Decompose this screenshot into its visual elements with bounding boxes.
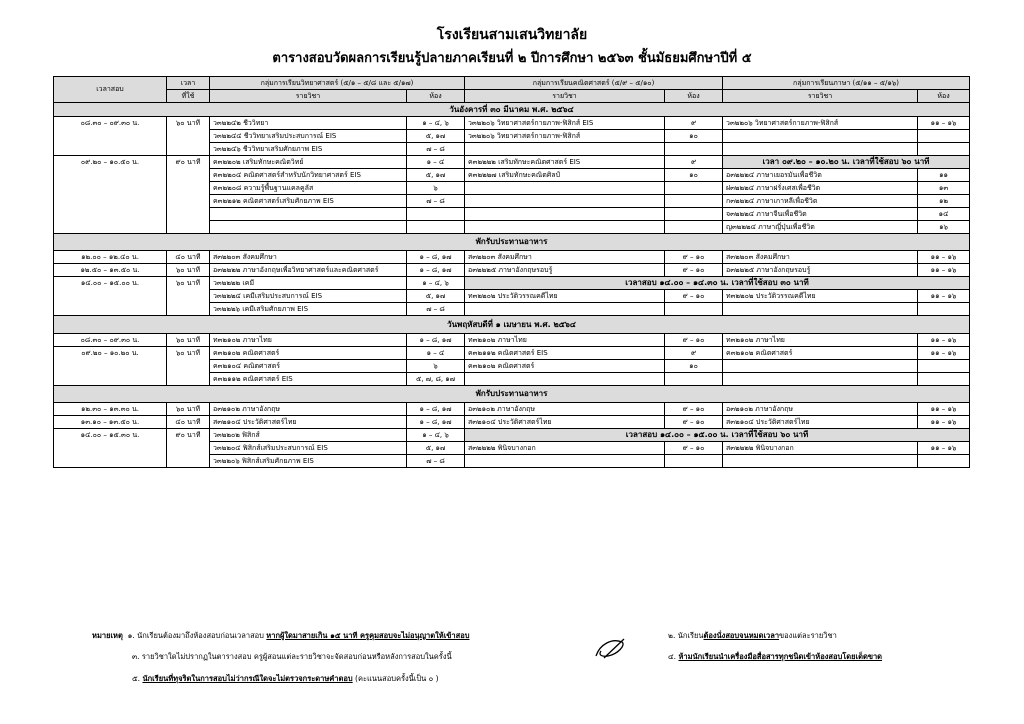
room: ๑๑ – ๑๖ bbox=[918, 251, 970, 264]
subject: ค๓๒๑๐๔ คณิตศาสตร์ bbox=[210, 360, 407, 373]
exam-duration: ๖๐ นาที bbox=[167, 264, 210, 277]
subject: ค๓๒๑๐๒ คณิตศาสตร์ bbox=[465, 360, 665, 373]
time-note: เวลา ๐๙.๒๐ – ๑๐.๒๐ น. เวลาที่ใช้สอบ ๖๐ นาที bbox=[723, 156, 970, 169]
room: ๑๑ – ๑๖ bbox=[918, 117, 970, 130]
room: ๙ – ๑๐ bbox=[665, 416, 723, 429]
subject: ว๓๒๒๒๖ เคมีเสริมศักยภาพ EIS bbox=[210, 303, 407, 316]
subject: ท๓๒๒๐๒ ประวัติวรรณคดีไทย bbox=[465, 290, 665, 303]
subject: ก๓๒๒๒๔ ภาษาเกาหลีเพื่อชีวิต bbox=[723, 195, 918, 208]
room: ๗ – ๘ bbox=[407, 303, 465, 316]
exam-time: ๑๒.๐๐ – ๑๒.๔๐ น. bbox=[54, 251, 167, 264]
room: ๑๑ – ๑๖ bbox=[918, 347, 970, 360]
subject: ค๓๒๒๐๔ คณิตศาสตร์สำหรับนักวิทยาศาสตร์ EIS bbox=[210, 169, 407, 182]
exam-time: ๑๔.๐๐ – ๑๕.๐๐ น. bbox=[54, 277, 167, 316]
subject: ส๓๒๒๐๓ สังคมศึกษา bbox=[465, 251, 665, 264]
subject: ว๓๒๒๐๒ ฟิสิกส์ bbox=[210, 429, 407, 442]
room: ๕, ๑๗ bbox=[407, 169, 465, 182]
room: ๙ bbox=[665, 117, 723, 130]
exam-time: ๐๘.๓๐ – ๐๙.๓๐ น. bbox=[54, 334, 167, 347]
room: ๗ – ๘ bbox=[407, 143, 465, 156]
room: ๑๐ bbox=[665, 360, 723, 373]
subject: ค๓๒๑๐๒ คณิตศาสตร์ bbox=[723, 347, 918, 360]
subject: ค๓๒๒๐๒ เสริมทักษะคณิตวิทย์ bbox=[210, 156, 407, 169]
room: ๙ – ๑๐ bbox=[665, 290, 723, 303]
exam-time: ๑๓.๑๐ – ๑๓.๕๐ น. bbox=[54, 416, 167, 429]
room: ๑๐ bbox=[665, 169, 723, 182]
note-1-emphasis: หากผู้ใดมาสายเกิน ๑๕ นาที ครูคุมสอบจะไม่อนุญาตให้เข้าสอบ bbox=[266, 631, 470, 640]
note-1 bbox=[92, 630, 470, 642]
subject: อ๓๒๑๐๒ ภาษาอังกฤษ bbox=[210, 403, 407, 416]
subject: อ๓๒๑๐๒ ภาษาอังกฤษ bbox=[465, 403, 665, 416]
header-group-lang: กลุ่มการเรียนภาษา (๕/๑๑ – ๕/๑๖) bbox=[723, 77, 970, 90]
header-room: ห้อง bbox=[665, 90, 723, 103]
subject: ค๓๒๒๒๗ เสริมทักษะคณิตศิลป์ bbox=[465, 169, 665, 182]
exam-time: ๐๙.๒๐ – ๑๐.๒๐ น. bbox=[54, 347, 167, 386]
room: ๑๑ – ๑๖ bbox=[918, 416, 970, 429]
subject: ส๓๒๑๐๔ ประวัติศาสตร์ไทย bbox=[210, 416, 407, 429]
exam-time: ๑๔.๐๐ – ๑๕.๓๐ น. bbox=[54, 429, 167, 468]
subject: ส๓๒๑๐๔ ประวัติศาสตร์ไทย bbox=[723, 416, 918, 429]
exam-duration: ๖๐ นาที bbox=[167, 117, 210, 156]
subject: ว๓๒๒๔๒ ชีววิทยา bbox=[210, 117, 407, 130]
subject: ว๓๒๒๐๖ วิทยาศาสตร์กายภาพ-ฟิสิกส์ EIS bbox=[465, 117, 665, 130]
room: ๖ bbox=[407, 360, 465, 373]
page-title: โรงเรียนสามเสนวิทยาลัย bbox=[436, 27, 588, 43]
room: ๑๖ bbox=[918, 221, 970, 234]
room: ๕, ๑๗ bbox=[407, 130, 465, 143]
room: ๑ – ๔, ๖ bbox=[407, 429, 465, 442]
note-2-text-end: ของแต่ละรายวิชา bbox=[779, 631, 837, 640]
subject: อ๓๒๒๒๕ ภาษาอังกฤษรอบรู้ bbox=[723, 264, 918, 277]
subject: ค๓๒๒๑๒ คณิตศาสตร์เสริมศักยภาพ EIS bbox=[210, 195, 407, 208]
subject: ว๓๒๒๐๔ ฟิสิกส์เสริมประสบการณ์ EIS bbox=[210, 442, 407, 455]
note-5-text-end: (คะแนนสอบครั้งนี้เป็น ๐ ) bbox=[352, 674, 439, 683]
subject: ค๓๒๒๐๘ ความรู้พื้นฐานแคลคูลัส bbox=[210, 182, 407, 195]
note-2-text: ๒. นักเรียน bbox=[668, 631, 704, 640]
room: ๑๑ – ๑๖ bbox=[918, 290, 970, 303]
subject: ท๓๒๑๐๒ ภาษาไทย bbox=[465, 334, 665, 347]
room: ๑ – ๔, ๖ bbox=[407, 277, 465, 290]
lunch-break: พักรับประทานอาหาร bbox=[54, 386, 970, 403]
subject: ฝ๓๒๒๒๔ ภาษาฝรั่งเศสเพื่อชีวิต bbox=[723, 182, 918, 195]
header-subject: รายวิชา bbox=[723, 90, 918, 103]
subject: ส๓๒๒๐๓ สังคมศึกษา bbox=[723, 251, 918, 264]
page-subtitle: ตารางสอบวัดผลการเรียนรู้ปลายภาคเรียนที่ ๒ ปีการศึกษา ๒๕๖๓ ชั้นมัธยมศึกษาปีที่ ๕ bbox=[272, 51, 752, 66]
subject: ว๓๒๒๔๔ ชีววิทยาเสริมประสบการณ์ EIS bbox=[210, 130, 407, 143]
subject: ส๓๒๑๐๔ ประวัติศาสตร์ไทย bbox=[465, 416, 665, 429]
subject: อ๓๒๑๐๒ ภาษาอังกฤษ bbox=[723, 403, 918, 416]
room: ๑๓ bbox=[918, 182, 970, 195]
room: ๑๔ bbox=[918, 208, 970, 221]
header-group-sci: กลุ่มการเรียนวิทยาศาสตร์ (๕/๑ – ๕/๘ และ ๕/๑๗) bbox=[210, 77, 465, 90]
exam-duration: ๖๐ นาที bbox=[167, 347, 210, 386]
day-header-2: วันพฤหัสบดีที่ ๑ เมษายน พ.ศ. ๒๕๖๔ bbox=[54, 316, 970, 334]
room: ๙ – ๑๐ bbox=[665, 251, 723, 264]
room: ๑๑ – ๑๖ bbox=[918, 442, 970, 455]
note-3: ๓. รายวิชาใดไม่ปรากฏในตารางสอบ ครูผู้สอนแต่ละรายวิชาจะจัดสอบก่อนหรือหลังการสอบในครั้งนี้ bbox=[132, 652, 452, 661]
exam-schedule-table bbox=[53, 76, 970, 468]
subject: ท๓๒๑๐๒ ภาษาไทย bbox=[723, 334, 918, 347]
lunch-break: พักรับประทานอาหาร bbox=[54, 234, 970, 251]
subject: ส๓๒๒๒๒ พินิจบางกอก bbox=[465, 442, 665, 455]
note-4-number: ๔. bbox=[668, 652, 679, 661]
subject: ค๓๒๑๑๒ คณิตศาสตร์ EIS bbox=[210, 373, 407, 386]
subject: ท๓๒๒๐๒ ประวัติวรรณคดีไทย bbox=[723, 290, 918, 303]
subject: อ๓๒๒๒๕ ภาษาอังกฤษรอบรู้ bbox=[465, 264, 665, 277]
subject: ว๓๒๒๒๔ เคมีเสริมประสบการณ์ EIS bbox=[210, 290, 407, 303]
subject: ค๓๒๒๒๒ เสริมทักษะคณิตศาสตร์ EIS bbox=[465, 156, 665, 169]
exam-time: ๐๙.๒๐ – ๑๐.๕๐ น. bbox=[54, 156, 167, 234]
subject: ค๓๒๑๑๒ คณิตศาสตร์ EIS bbox=[465, 347, 665, 360]
header-subject: รายวิชา bbox=[210, 90, 407, 103]
note-4-emphasis: ห้ามนักเรียนนำเครื่องมือสื่อสารทุกชนิดเข้าห้องสอบโดยเด็ดขาด bbox=[678, 652, 883, 661]
subject: ส๓๒๒๐๓ สังคมศึกษา bbox=[210, 251, 407, 264]
subject: ท๓๒๑๐๒ ภาษาไทย bbox=[210, 334, 407, 347]
room: ๑ – ๘, ๑๗ bbox=[407, 403, 465, 416]
subject: ว๓๒๒๐๖ วิทยาศาสตร์กายภาพ-ฟิสิกส์ bbox=[465, 130, 665, 143]
room: ๙ bbox=[665, 156, 723, 169]
exam-time: ๑๒.๓๐ – ๑๓.๓๐ น. bbox=[54, 403, 167, 416]
header-duration-2: ที่ใช้ bbox=[167, 90, 210, 103]
room: ๑๒ bbox=[918, 195, 970, 208]
room: ๖ bbox=[407, 182, 465, 195]
exam-duration: ๔๐ นาที bbox=[167, 416, 210, 429]
room: ๑ – ๔, ๖ bbox=[407, 117, 465, 130]
room: ๑ – ๘, ๑๗ bbox=[407, 251, 465, 264]
exam-time: ๑๒.๕๐ – ๑๓.๕๐ น. bbox=[54, 264, 167, 277]
note-4 bbox=[668, 651, 882, 663]
room: ๑๑ bbox=[918, 169, 970, 182]
subject: ว๓๒๒๒๒ เคมี bbox=[210, 277, 407, 290]
room: ๙ – ๑๐ bbox=[665, 334, 723, 347]
subject: ว๓๒๒๐๖ วิทยาศาสตร์กายภาพ-ฟิสิกส์ bbox=[723, 117, 918, 130]
room: ๕, ๑๗ bbox=[407, 290, 465, 303]
subject: ส๓๒๒๒๒ พินิจบางกอก bbox=[723, 442, 918, 455]
room: ๕, ๑๗ bbox=[407, 442, 465, 455]
subject: จ๓๒๒๒๔ ภาษาจีนเพื่อชีวิต bbox=[723, 208, 918, 221]
room: ๙ – ๑๐ bbox=[665, 442, 723, 455]
note-1-text: ๑. นักเรียนต้องมาถึงห้องสอบก่อนเวลาสอบ bbox=[127, 631, 267, 640]
room: ๗ – ๘ bbox=[407, 455, 465, 468]
room: ๑ – ๔ bbox=[407, 347, 465, 360]
note-2 bbox=[668, 630, 837, 642]
subject: ว๓๒๒๐๖ ฟิสิกส์เสริมศักยภาพ EIS bbox=[210, 455, 407, 468]
header-room: ห้อง bbox=[918, 90, 970, 103]
room: ๑๑ – ๑๖ bbox=[918, 334, 970, 347]
exam-duration: ๖๐ นาที bbox=[167, 277, 210, 316]
room: ๑ – ๘, ๑๗ bbox=[407, 264, 465, 277]
room: ๑ – ๔ bbox=[407, 156, 465, 169]
header-subject: รายวิชา bbox=[465, 90, 665, 103]
exam-time: ๐๘.๓๐ – ๐๙.๓๐ น. bbox=[54, 117, 167, 156]
header-group-math: กลุ่มการเรียนคณิตศาสตร์ (๕/๙ – ๕/๑๐) bbox=[465, 77, 723, 90]
note-label: หมายเหตุ bbox=[92, 631, 123, 640]
room: ๑ – ๘, ๑๗ bbox=[407, 334, 465, 347]
exam-duration: ๙๐ นาที bbox=[167, 156, 210, 234]
exam-duration: ๔๐ นาที bbox=[167, 251, 210, 264]
exam-duration: ๖๐ นาที bbox=[167, 334, 210, 347]
subject: ญ๓๒๒๒๔ ภาษาญี่ปุ่นเพื่อชีวิต bbox=[723, 221, 918, 234]
exam-duration: ๖๐ นาที bbox=[167, 403, 210, 416]
room: ๙ – ๑๐ bbox=[665, 403, 723, 416]
room: ๑๑ – ๑๖ bbox=[918, 403, 970, 416]
room: ๙ bbox=[665, 347, 723, 360]
day-header-1: วันอังคารที่ ๓๐ มีนาคม พ.ศ. ๒๕๖๔ bbox=[54, 103, 970, 117]
time-note: เวลาสอบ ๑๔.๐๐ – ๑๕.๐๐ น. เวลาที่ใช้สอบ ๖๐ นาที bbox=[465, 429, 970, 442]
header-time: เวลาสอบ bbox=[54, 77, 167, 103]
exam-duration: ๙๐ นาที bbox=[167, 429, 210, 468]
subject: อ๓๒๒๒๔ ภาษาเยอรมันเพื่อชีวิต bbox=[723, 169, 918, 182]
header-room: ห้อง bbox=[407, 90, 465, 103]
room: ๙ – ๑๐ bbox=[665, 264, 723, 277]
room: ๗ – ๘ bbox=[407, 195, 465, 208]
note-5 bbox=[132, 673, 439, 685]
subject: ค๓๒๑๐๒ คณิตศาสตร์ bbox=[210, 347, 407, 360]
room: ๑๐ bbox=[665, 130, 723, 143]
subject: ว๓๒๒๔๖ ชีววิทยาเสริมศักยภาพ EIS bbox=[210, 143, 407, 156]
subject: อ๓๒๒๒๒ ภาษาอังกฤษเพื่อวิทยาศาสตร์และคณิตศาสตร์ bbox=[210, 264, 407, 277]
note-2-emphasis: ต้องนั่งสอบจนหมดเวลา bbox=[703, 631, 780, 640]
header-duration: เวลา bbox=[167, 77, 210, 90]
time-note: เวลาสอบ ๑๔.๐๐ – ๑๔.๓๐ น. เวลาที่ใช้สอบ ๓๐ นาที bbox=[465, 277, 970, 290]
room: ๕, ๗, ๘, ๑๗ bbox=[407, 373, 465, 386]
room: ๑ – ๘, ๑๗ bbox=[407, 416, 465, 429]
note-5-emphasis: นักเรียนที่ทุจริตในการสอบไม่ว่ากรณีใดจะไม่ตรวจกระดาษคำตอบ bbox=[142, 674, 353, 683]
room: ๑๑ – ๑๖ bbox=[918, 264, 970, 277]
signature-mark bbox=[592, 636, 628, 662]
note-5-number: ๕. bbox=[132, 674, 143, 683]
